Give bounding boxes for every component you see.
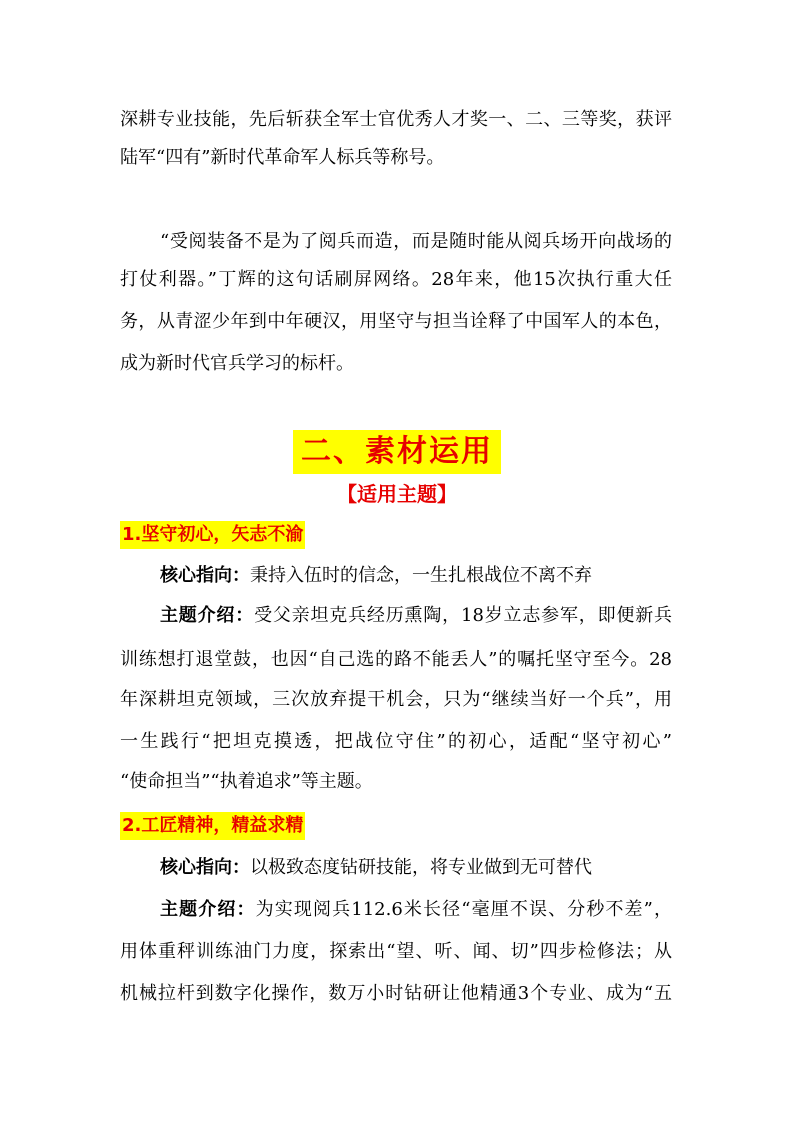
body-text-line: 务，从青涩少年到中年硬汉，用坚守与担当诠释了中国军人的本色， [120,311,672,332]
core-text: 秉持入伍时的信念，一生扎根战位不离不弃 [250,565,592,586]
body-text-line: “使命担当”“执着追求”等主题。 [120,771,373,792]
core-text: 以极致态度钻研技能，将专业做到无可替代 [250,857,592,878]
body-text-line: 成为新时代官兵学习的标杆。 [120,353,354,374]
section-title: 二、素材运用 [293,430,501,474]
section-title-wrap [0,430,794,474]
core-point-line [0,564,794,588]
body-text-line: 一生践行“把坦克摸透，把战位守住”的初心，适配“坚守初心” [120,731,672,752]
body-text-line: 用体重秤训练油门力度，探索出“望、听、闻、切”四步检修法；从 [120,941,672,962]
body-text-line: 打仗利器。”丁辉的这句话刷屏网络。28年来，他15次执行重大任 [120,269,672,290]
core-point-line [0,856,794,880]
core-label: 核心指向： [160,565,250,586]
theme-heading: 1.坚守初心，矢志不渝 [120,521,305,549]
body-text-line: 机械拉杆到数字化操作，数万小时钻研让他精通3个专业、成为“五 [120,983,672,1004]
theme-intro-line [160,898,672,922]
section-subtitle: 【适用主题】 [337,482,457,506]
intro-text: 为实现阅兵112.6米长径“毫厘不误、分秒不差”， [255,899,673,920]
core-label: 核心指向： [160,857,250,878]
intro-label: 主题介绍： [160,605,255,626]
theme-intro-line [160,604,672,628]
body-text-line: 训练想打退堂鼓，也因“自己选的路不能丢人”的嘱托坚守至今。28 [120,649,672,670]
body-text-line: 陆军“四有”新时代革命军人标兵等称号。 [120,147,445,168]
body-text-line: 深耕专业技能，先后斩获全军士官优秀人才奖一、二、三等奖，获评 [120,109,672,130]
body-text-line: 年深耕坦克领域，三次放弃提干机会，只为“继续当好一个兵”，用 [120,689,672,710]
intro-text: 受父亲坦克兵经历熏陶，18岁立志参军，即便新兵 [254,605,673,626]
body-text-line: “受阅装备不是为了阅兵而造，而是随时能从阅兵场开向战场的 [160,231,672,252]
theme-heading: 2.工匠精神，精益求精 [120,812,305,840]
intro-label: 主题介绍： [160,899,256,920]
